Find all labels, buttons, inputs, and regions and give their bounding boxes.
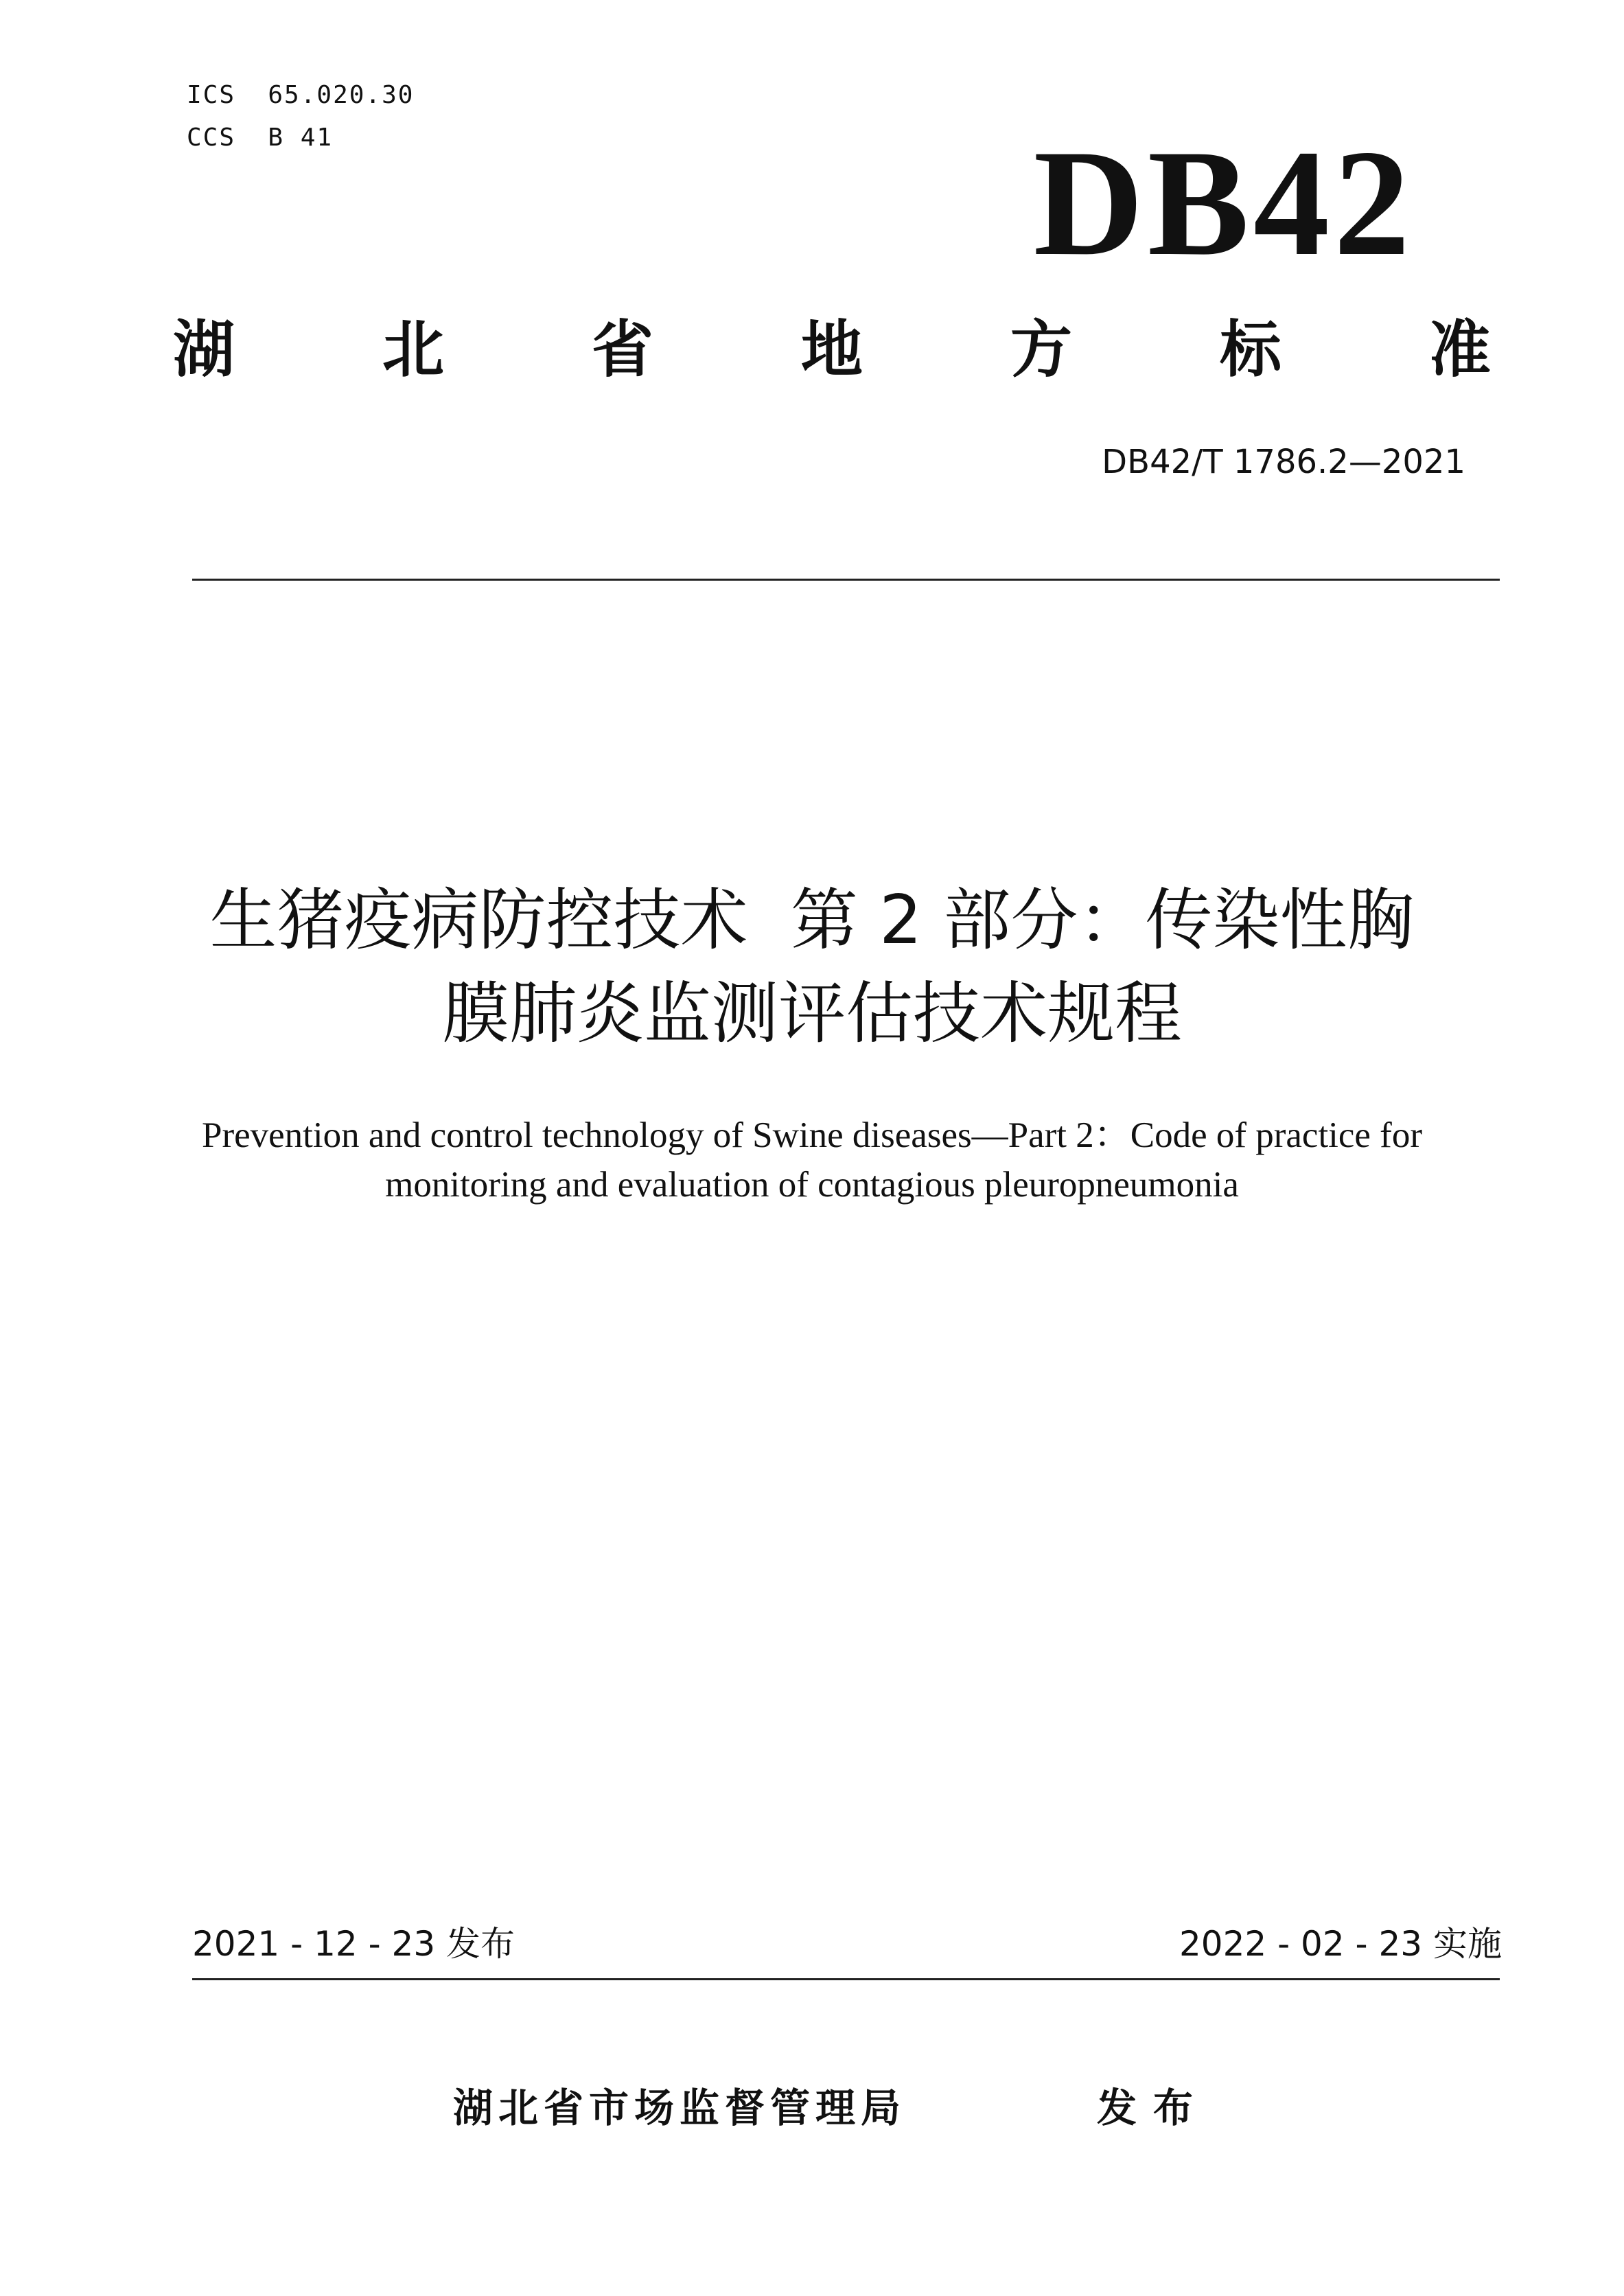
standard-type-char: 地 (801, 314, 863, 386)
footer-divider (192, 1978, 1500, 1980)
standard-type-char: 准 (1429, 314, 1491, 386)
standard-type-char: 标 (1220, 314, 1281, 386)
publisher-name: 湖北省市场监督管理局 (453, 2085, 907, 2131)
standard-type-char: 省 (592, 314, 653, 386)
standard-type-char: 北 (382, 314, 444, 386)
publish-label: 发布 (1097, 2085, 1210, 2131)
standard-logo: DB42 (1033, 119, 1414, 288)
standard-code: DB42/T 1786.2—2021 (1102, 443, 1465, 481)
issue-date: 2021 - 12 - 23 发布 (192, 1924, 515, 1964)
implementation-date: 2022 - 02 - 23 实施 (1179, 1924, 1502, 1964)
ics-code: ICS 65.020.30 (187, 81, 415, 109)
standard-type-heading (173, 316, 1491, 384)
ccs-code: CCS B 41 (187, 124, 334, 152)
standard-type-char: 湖 (173, 314, 235, 386)
standard-type-char: 方 (1010, 314, 1072, 386)
title-english-line-1: Prevention and control technology of Swine diseases—Part 2：Code of practice for (202, 1115, 1422, 1155)
title-chinese-line-1: 生猪疫病防控技术 第 2 部分：传染性胸 (209, 881, 1415, 960)
title-chinese-line-2: 膜肺炎监测评估技术规程 (441, 975, 1182, 1053)
title-english-line-2: monitoring and evaluation of contagious pleuropneumonia (385, 1165, 1239, 1205)
header-divider (192, 579, 1500, 581)
